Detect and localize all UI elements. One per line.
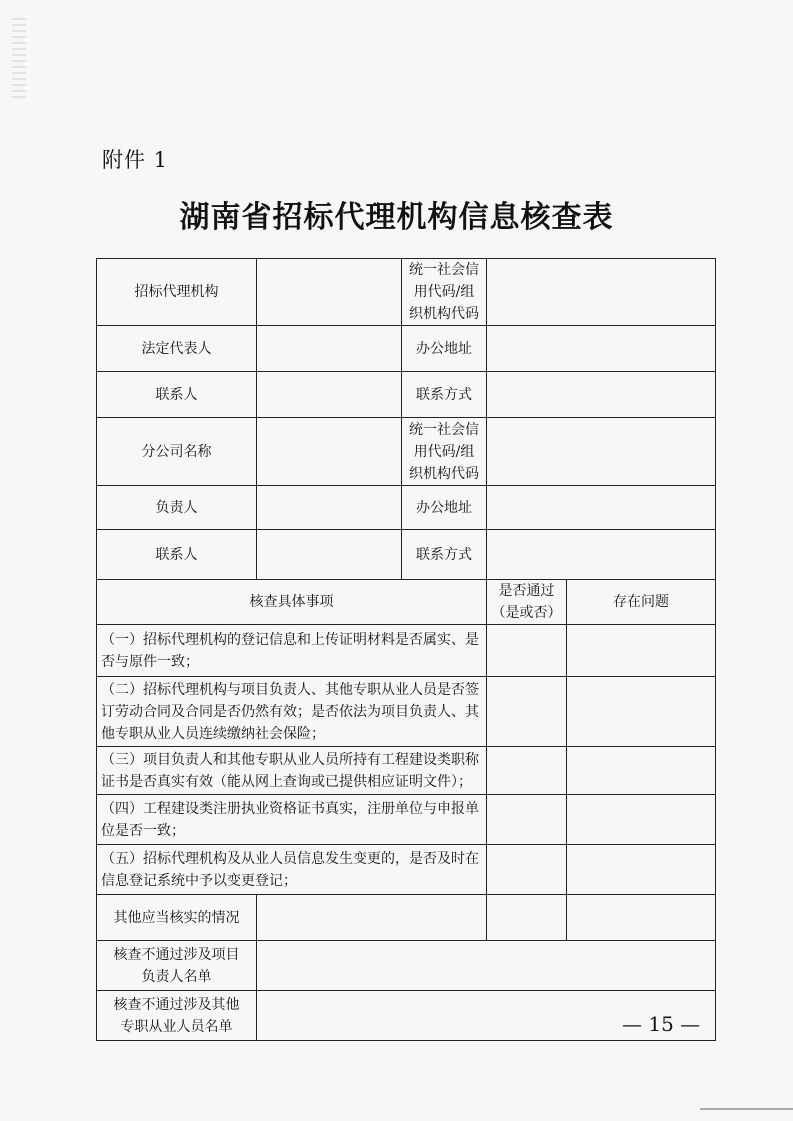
fail-pm-row [97,941,716,991]
fail-pm-label [97,941,257,991]
contact-label: 联系人 [97,372,257,418]
pass-header [487,580,567,625]
check-item-text [97,677,487,747]
pass-cell[interactable] [487,795,567,845]
issues-cell[interactable] [567,747,716,795]
contact-method-value-cell[interactable] [487,372,716,418]
branch-office-address-value-cell[interactable] [487,486,716,530]
issues-cell[interactable] [567,795,716,845]
check-item-text [97,625,487,677]
fail-pm-label-line: 负责人名单 [141,968,212,985]
head-row [97,486,716,530]
scan-edge-line [700,1108,793,1110]
check-item-line: （四）工程建设类注册执业资格证书真实，注册单位与申报单 [101,800,479,817]
check-item-line: （一）招标代理机构的登记信息和上传证明材料是否属实、是 [101,631,479,648]
pass-cell[interactable] [487,747,567,795]
check-item-line: （二）招标代理机构与项目负责人、其他专职从业人员是否签 [101,681,479,698]
branch-contact-label: 联系人 [97,530,257,580]
branch-contact-method-value-cell[interactable] [487,530,716,580]
pass-cell[interactable] [487,845,567,895]
check-item-row [97,677,716,747]
check-item-line: 订劳动合同及合同是否仍然有效；是否依法为项目负责人、其 [101,703,479,720]
fail-staff-label-line: 核查不通过涉及其他 [113,996,240,1013]
check-item-text [97,795,487,845]
other-row [97,895,716,941]
branch-credit-code-label-line: 织机构代码 [409,465,479,482]
branch-contact-method-label: 联系方式 [402,530,487,580]
head-label: 负责人 [97,486,257,530]
check-item-line: 证书是否真实有效（能从网上查询或已提供相应证明文件）； [101,773,472,790]
page-number: — 15 — [622,1012,701,1036]
check-item-line: （五）招标代理机构及从业人员信息发生变更的，是否及时在 [101,850,479,867]
attachment-label: 附件 1 [102,148,169,172]
contact-method-label: 联系方式 [402,372,487,418]
verification-table [96,258,716,1041]
branch-credit-code-label [402,418,487,486]
legal-rep-label: 法定代表人 [97,326,257,372]
check-item-row [97,747,716,795]
fail-pm-label-line: 核查不通过涉及项目 [113,946,240,963]
branch-contact-value-cell[interactable] [257,530,402,580]
agency-row [97,259,716,326]
issues-cell[interactable] [567,845,716,895]
credit-code-value-cell[interactable] [487,259,716,326]
other-value-cell[interactable] [257,895,487,941]
check-item-line: 信息登记系统中予以变更登记； [101,872,297,889]
items-header: 核查具体事项 [97,580,487,625]
other-issues-cell[interactable] [567,895,716,941]
credit-code-label-line: 统一社会信 [409,262,479,278]
branch-contact-row [97,530,716,580]
fail-staff-label [97,991,257,1041]
branch-credit-code-value-cell[interactable] [487,418,716,486]
fail-pm-value-cell[interactable] [257,941,716,991]
check-header-row [97,580,716,625]
contact-value-cell[interactable] [257,372,402,418]
credit-code-label-line: 织机构代码 [409,306,479,322]
scan-artifact [12,18,26,98]
pass-header-line: （是或否） [491,605,562,621]
agency-value-cell[interactable] [257,259,402,326]
credit-code-label-line: 用代码/组 [413,284,475,300]
branch-office-address-label: 办公地址 [402,486,487,530]
pass-cell[interactable] [487,677,567,747]
check-item-row [97,845,716,895]
legal-rep-value-cell[interactable] [257,326,402,372]
branch-credit-code-label-line: 统一社会信 [409,421,479,438]
office-address-label: 办公地址 [402,326,487,372]
check-item-text [97,845,487,895]
fail-staff-label-line: 专职从业人员名单 [120,1018,233,1035]
head-value-cell[interactable] [257,486,402,530]
check-item-line: 位是否一致； [101,822,185,839]
credit-code-label [402,259,487,326]
branch-name-label: 分公司名称 [97,418,257,486]
issues-cell[interactable] [567,625,716,677]
pass-cell[interactable] [487,625,567,677]
check-item-row [97,625,716,677]
check-item-line: （三）项目负责人和其他专职从业人员所持有工程建设类职称 [101,751,479,768]
issues-header: 存在问题 [567,580,716,625]
branch-row [97,418,716,486]
branch-name-value-cell[interactable] [257,418,402,486]
agency-label: 招标代理机构 [97,259,257,326]
pass-header-line: 是否通过 [498,583,555,599]
issues-cell[interactable] [567,677,716,747]
page-title: 湖南省招标代理机构信息核查表 [179,200,614,235]
office-address-value-cell[interactable] [487,326,716,372]
check-item-row [97,795,716,845]
check-item-line: 他专职从业人员连续缴纳社会保险； [101,725,325,742]
branch-credit-code-label-line: 用代码/组 [413,443,475,460]
other-pass-cell[interactable] [487,895,567,941]
legal-rep-row [97,326,716,372]
other-label: 其他应当核实的情况 [97,895,257,941]
check-item-line: 否与原件一致； [101,653,199,670]
contact-row [97,372,716,418]
check-item-text [97,747,487,795]
